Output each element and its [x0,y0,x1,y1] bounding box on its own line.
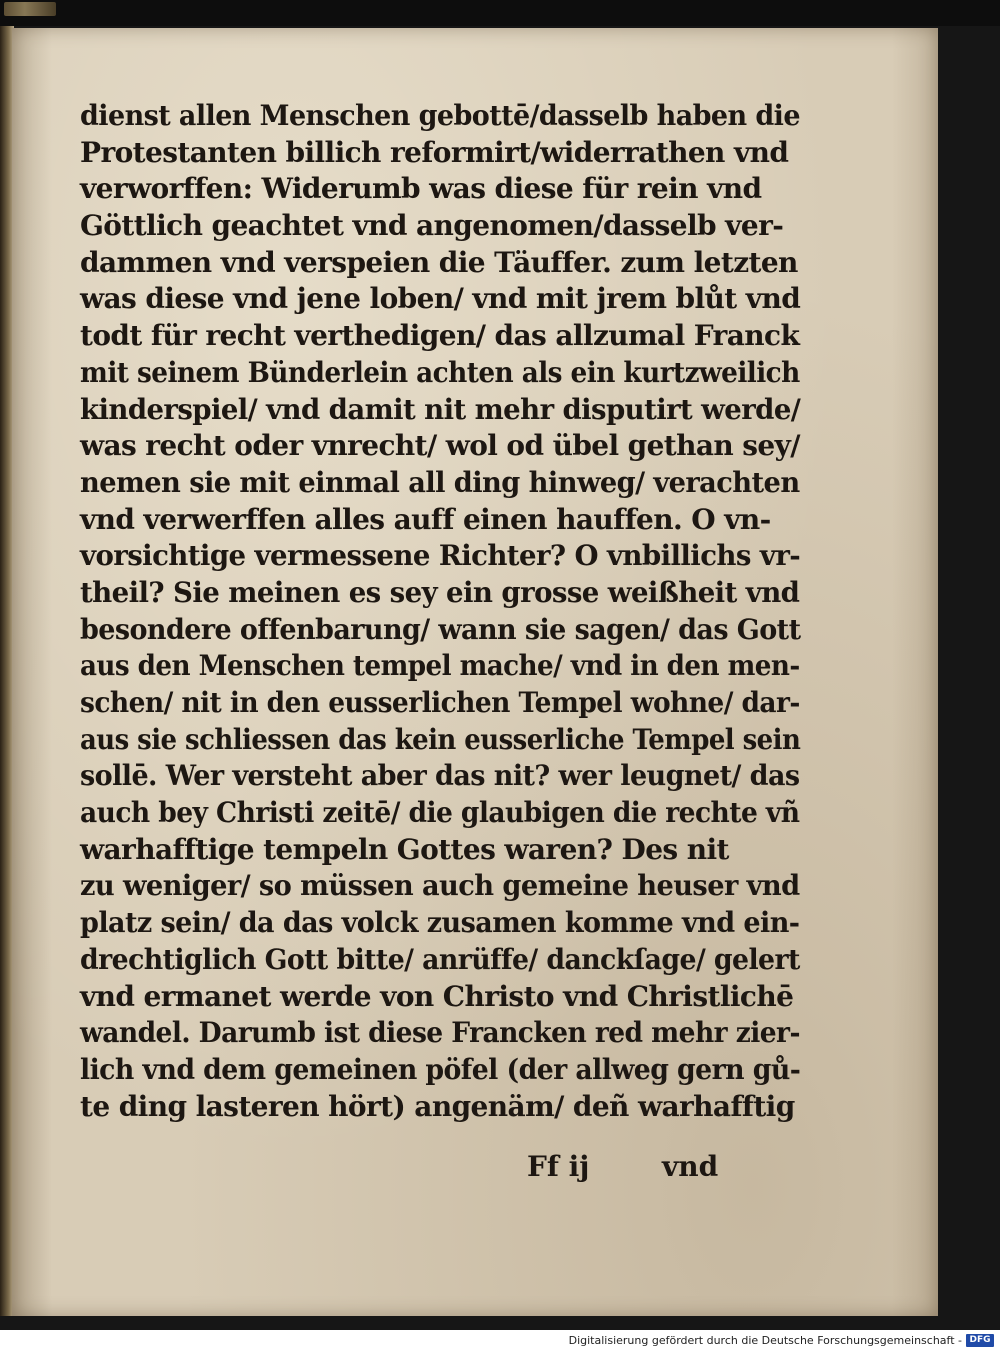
footer-bar [0,1330,1000,1352]
text-line: te ding lasteren hört) angenäm/ deñ warhafftig [80,1089,795,1123]
text-line: vorsichtige vermessene Richter? O vnbillichs vr- [80,539,801,573]
text-line: nemen sie mit einmal all ding hinweg/ verachten [80,465,800,499]
text-line: sollē. Wer versteht aber das nit? wer leugnet/ das [80,759,800,793]
text-line: zu weniger/ so müssen auch gemeine heuser vnd [80,869,800,903]
text-line: theil? Sie meinen es sey ein grosse weißheit vnd [80,575,800,609]
text-line: schen/ nit in den eusserlichen Tempel wohne/ dar- [80,686,800,719]
text-line: verworffen: Widerumb was diese für rein vnd [80,172,762,206]
text-line: Protestanten billich reformirt/widerrathen vnd [80,135,789,169]
text-line: was diese vnd jene loben/ vnd mit jrem blůt vnd [80,282,801,316]
text-line: mit seinem Bünderlein achten als ein kurtzweilich [80,355,800,389]
text-line: Göttlich geachtet vnd angenomen/dasselb ver- [80,209,784,243]
page-signature: Ff ij [527,1150,590,1183]
text-line: aus den Menschen tempel mache/ vnd in den men- [80,649,800,683]
text-line: vnd verwerffen alles auff einen hauffen. O vn- [80,502,771,536]
text-line: lich vnd dem gemeinen pöfel (der allweg gern gů- [80,1052,801,1086]
catchword: vnd [662,1150,719,1183]
text-line: dienst allen Menschen gebottē/dasselb haben die [80,99,800,132]
text-line: todt für recht verthedigen/ das allzumal Franck [80,319,800,353]
book-page [12,28,938,1316]
funding-credit: Digitalisierung gefördert durch die Deutsche Forschungsgemeinschaft - [568,1334,962,1347]
scan-color-marker [4,2,56,16]
text-line: vnd ermanet werde von Christo vnd Christlichē [80,979,794,1013]
signature-line [12,1150,938,1190]
text-line: kinderspiel/ vnd damit nit mehr disputirt werde/ [80,392,801,426]
text-line: platz sein/ da das volck zusamen komme vnd ein- [80,906,800,940]
text-line: aus sie schliessen das kein eusserliche Tempel sein [80,722,801,756]
text-line: besondere offenbarung/ wann sie sagen/ das Gott [80,612,801,646]
scan-top-strip [0,0,1000,26]
text-line: was recht oder vnrecht/ wol od übel gethan sey/ [80,429,800,463]
text-line: wandel. Darumb ist diese Francken red mehr zier- [80,1016,800,1050]
page-text-block [80,98,800,1125]
text-line: dammen vnd verspeien die Täuffer. zum letzten [80,245,798,279]
text-line: warhafftige tempeln Gottes waren? Des nit [80,832,729,866]
text-line: auch bey Christi zeitē/ die glaubigen die rechte vñ [80,796,800,830]
dfg-logo: DFG [966,1334,994,1347]
text-line: drechtiglich Gott bitte/ anrüffe/ danckſage/ gelert [80,942,800,976]
